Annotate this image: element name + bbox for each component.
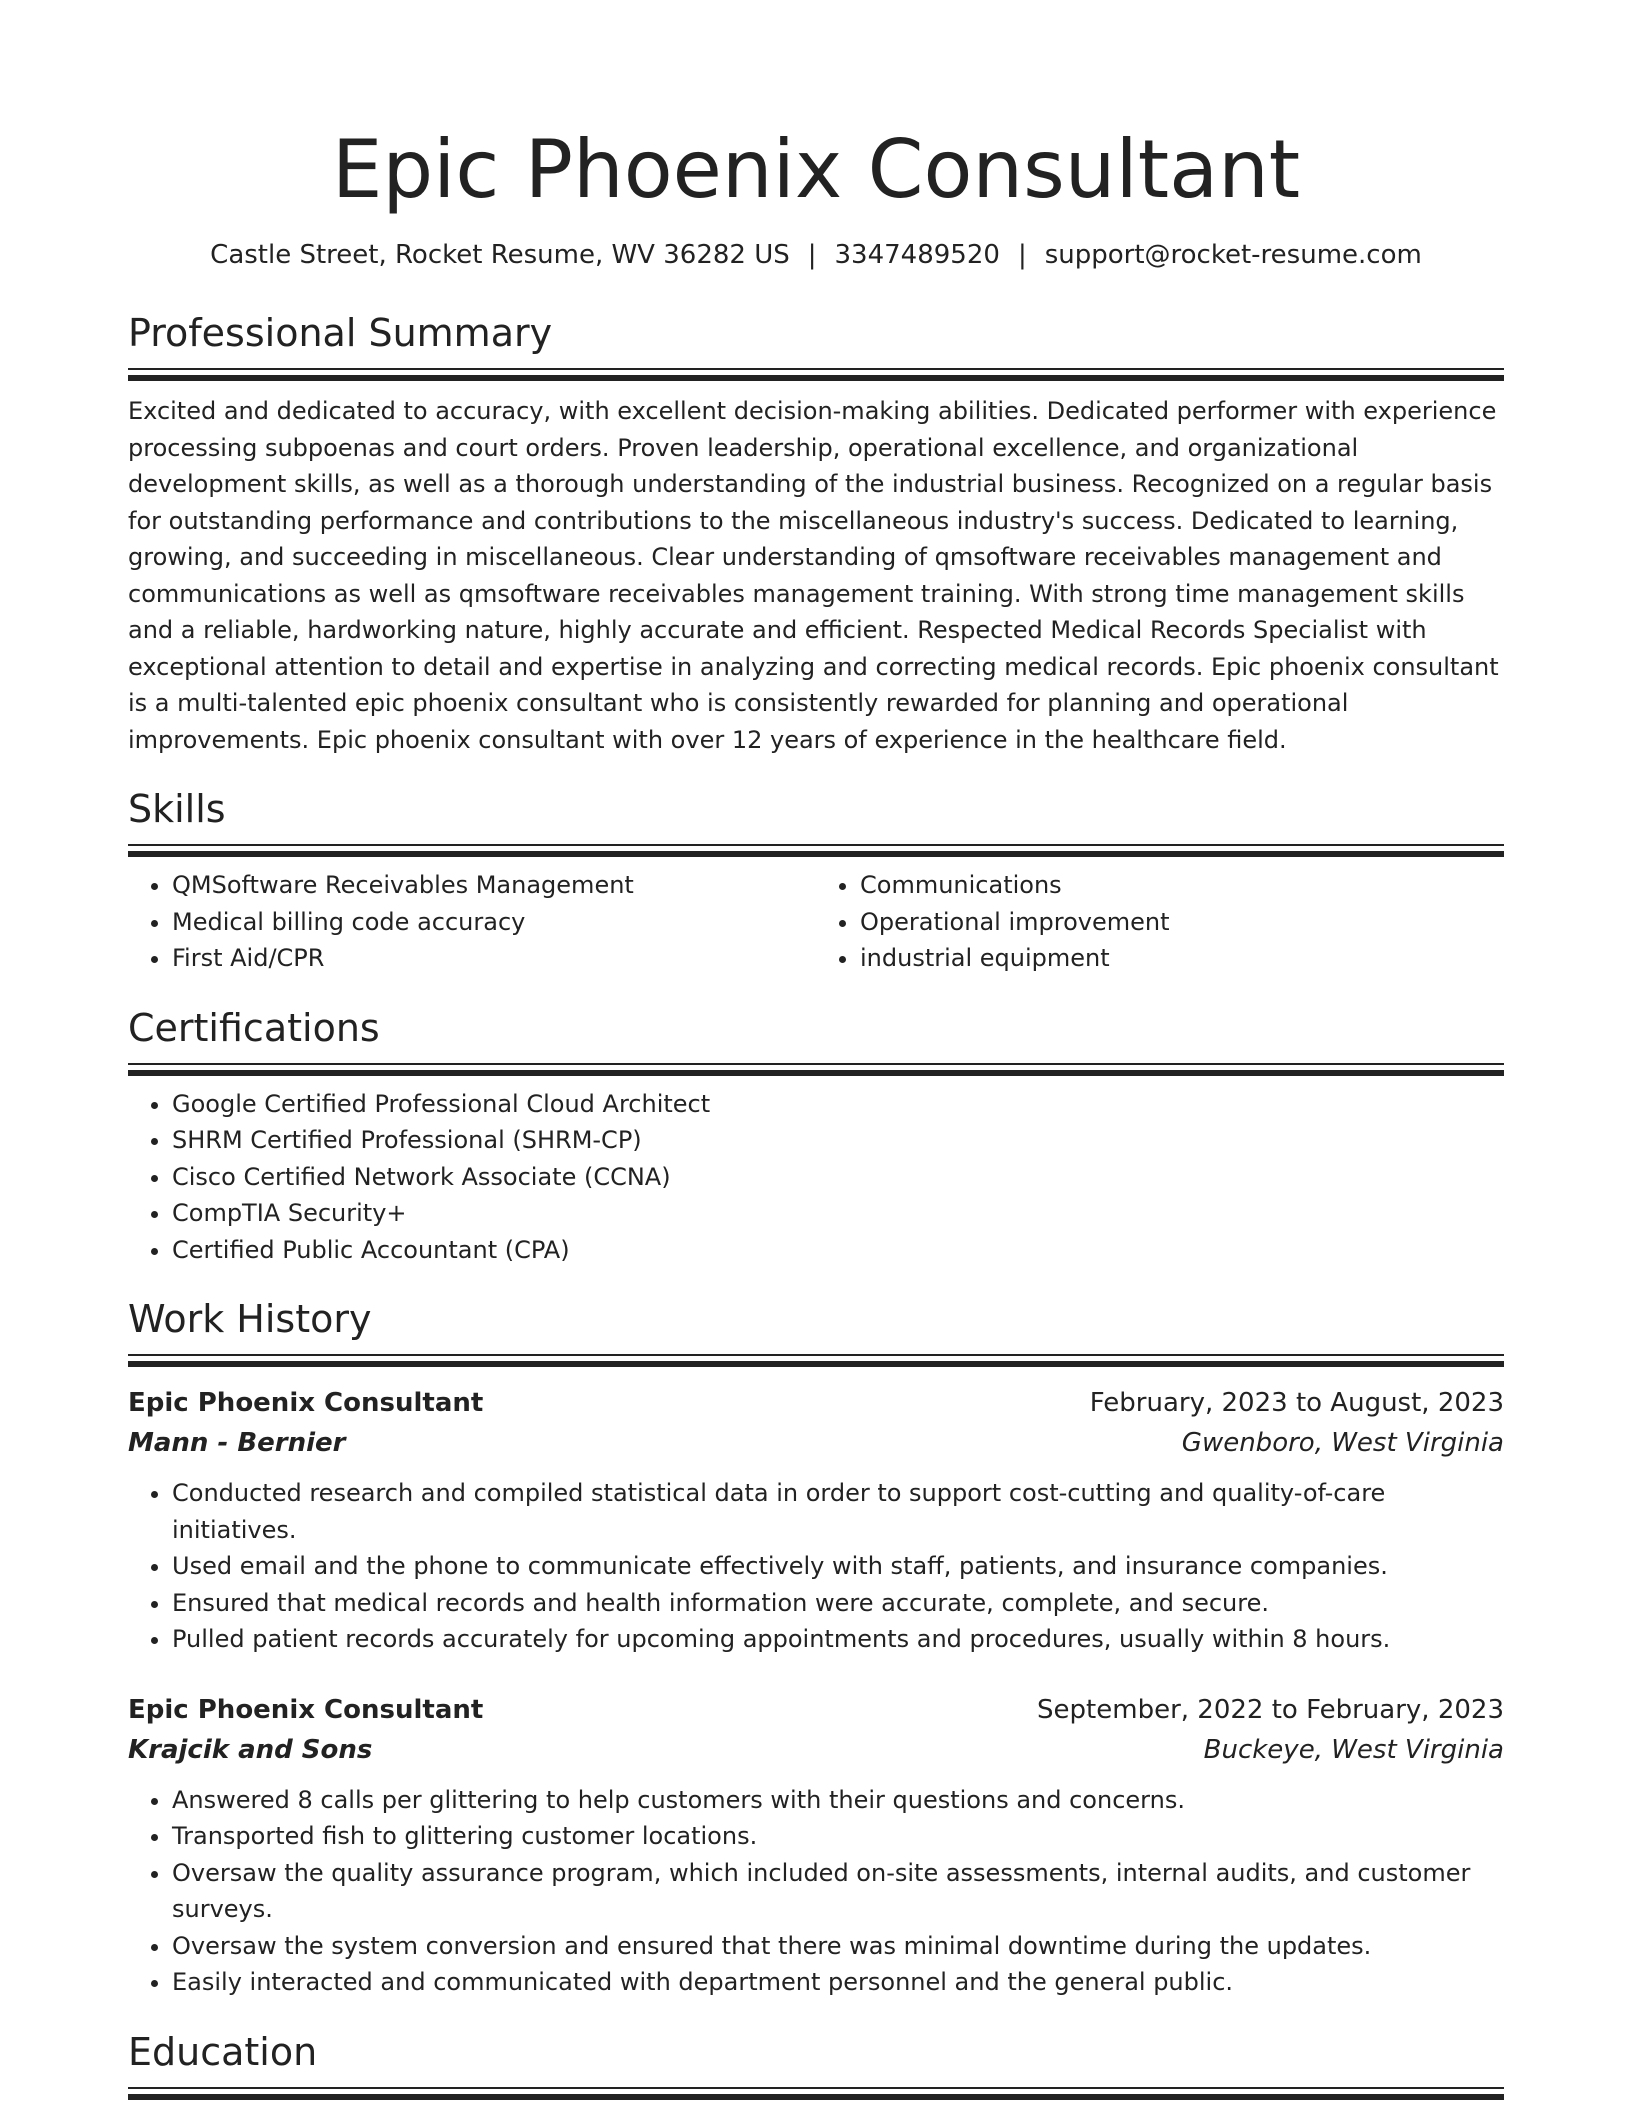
- job-company-row: [128, 1423, 1504, 1463]
- job-dates: September, 2022 to February, 2023: [1037, 1694, 1504, 1725]
- skill-item: • industrial equipment: [860, 940, 1504, 977]
- skills-section: [128, 784, 1504, 977]
- certification-item: • Certified Public Accountant (CPA): [172, 1232, 1504, 1269]
- job-entry: [128, 1383, 1504, 1658]
- job-company: Mann - Bernier: [128, 1428, 346, 1458]
- summary-section: [128, 308, 1504, 758]
- resume-page: [128, 120, 1504, 2100]
- job-dates: February, 2023 to August, 2023: [1089, 1388, 1504, 1418]
- skill-item: • QMSoftware Receivables Management: [172, 867, 816, 904]
- skills-columns: [128, 867, 1504, 977]
- job-company-row: [128, 1730, 1504, 1770]
- job-company: Krajcik and Sons: [128, 1734, 373, 1765]
- divider: [128, 844, 1504, 846]
- job-header-row: [128, 1690, 1504, 1730]
- certification-item: • CompTIA Security+: [172, 1195, 1504, 1232]
- divider: [128, 368, 1504, 370]
- job-entry: [128, 1690, 1504, 2001]
- section-title: Certifications: [128, 1005, 380, 1050]
- job-bullet: • Transported fish to glittering customer locations.: [172, 1818, 1504, 1855]
- certification-item: • Cisco Certified Network Associate (CCNA): [172, 1159, 1504, 1196]
- skill-item: • Operational improvement: [860, 904, 1504, 941]
- job-bullet: • Oversaw the quality assurance program, which included on-site assessments, internal audits, and customer surveys.: [172, 1855, 1504, 1928]
- work-history-section: [128, 1294, 1504, 2001]
- job-bullets: [128, 1782, 1504, 2001]
- job-bullet: • Used email and the phone to communicate effectively with staff, patients, and insurance companies.: [172, 1548, 1504, 1585]
- certification-item: • SHRM Certified Professional (SHRM-CP): [172, 1122, 1504, 1159]
- divider: [128, 375, 1504, 381]
- divider: [128, 1063, 1504, 1065]
- skills-left-list: [128, 867, 816, 977]
- job-bullets: [128, 1475, 1504, 1658]
- skills-right-list: [816, 867, 1504, 977]
- candidate-name: Epic Phoenix Consultant: [331, 123, 1301, 216]
- job-bullet: • Easily interacted and communicated with department personnel and the general public.: [172, 1964, 1504, 2001]
- job-bullet: • Answered 8 calls per glittering to help customers with their questions and concerns.: [172, 1782, 1504, 1819]
- section-title: Skills: [128, 787, 226, 831]
- divider: [128, 2087, 1504, 2089]
- job-header-row: [128, 1383, 1504, 1423]
- skill-item: • First Aid/CPR: [172, 940, 816, 977]
- job-bullet: • Conducted research and compiled statistical data in order to support cost-cutting and quality-of-care initiatives.: [172, 1475, 1504, 1548]
- contact-separator: |: [807, 240, 817, 270]
- section-title: Education: [128, 2029, 318, 2074]
- education-section: [128, 2027, 1504, 2100]
- contact-phone[interactable]: 3347489520: [834, 240, 1000, 270]
- job-bullet: • Ensured that medical records and health information were accurate, complete, and secure.: [172, 1585, 1504, 1622]
- summary-text: Excited and dedicated to accuracy, with excellent decision-making abilities. Dedicated performer with experience processing subpoenas and court orders. Proven leadership, operational excellence, and organizational development skills, as well as a thorough understanding of the industrial business. Recognized on a regular basis for outstanding performance and contributions to the miscellaneous industry's success. Dedicated to learning, growing, and succeeding in miscellaneous. Clear understanding of qmsoftware receivables management and communications as well as qmsoftware receivables management training. With strong time management skills and a reliable, hardworking nature, highly accurate and efficient. Respected Medical Records Specialist with exceptional attention to detail and expertise in analyzing and correcting medical records. Epic phoenix consultant is a multi-talented epic phoenix consultant who is consistently rewarded for planning and operational improvements. Epic phoenix consultant with over 12 years of experience in the healthcare field.: [128, 397, 1499, 754]
- skill-item: • Communications: [860, 867, 1504, 904]
- job-location: Buckeye, West Virginia: [1203, 1734, 1504, 1765]
- contact-line: [128, 238, 1504, 272]
- job-location: Gwenboro, West Virginia: [1181, 1428, 1504, 1458]
- divider: [128, 1070, 1504, 1076]
- skill-item: • Medical billing code accuracy: [172, 904, 816, 941]
- certification-item: • Google Certified Professional Cloud Architect: [172, 1086, 1504, 1123]
- certifications-list: [128, 1086, 1504, 1269]
- contact-address: Castle Street, Rocket Resume, WV 36282 US: [210, 240, 790, 270]
- divider: [128, 1361, 1504, 1367]
- section-title: Professional Summary: [128, 311, 553, 355]
- certifications-section: [128, 1003, 1504, 1269]
- job-title: Epic Phoenix Consultant: [128, 1694, 484, 1725]
- contact-separator: |: [1017, 240, 1027, 270]
- divider: [128, 1354, 1504, 1356]
- job-bullet: • Oversaw the system conversion and ensured that there was minimal downtime during the updates.: [172, 1928, 1504, 1965]
- divider: [128, 2094, 1504, 2100]
- job-bullet: • Pulled patient records accurately for upcoming appointments and procedures, usually within 8 hours.: [172, 1621, 1504, 1658]
- contact-email[interactable]: support@rocket-resume.com: [1044, 240, 1422, 270]
- section-title: Work History: [128, 1297, 372, 1341]
- divider: [128, 851, 1504, 857]
- job-title: Epic Phoenix Consultant: [128, 1388, 484, 1418]
